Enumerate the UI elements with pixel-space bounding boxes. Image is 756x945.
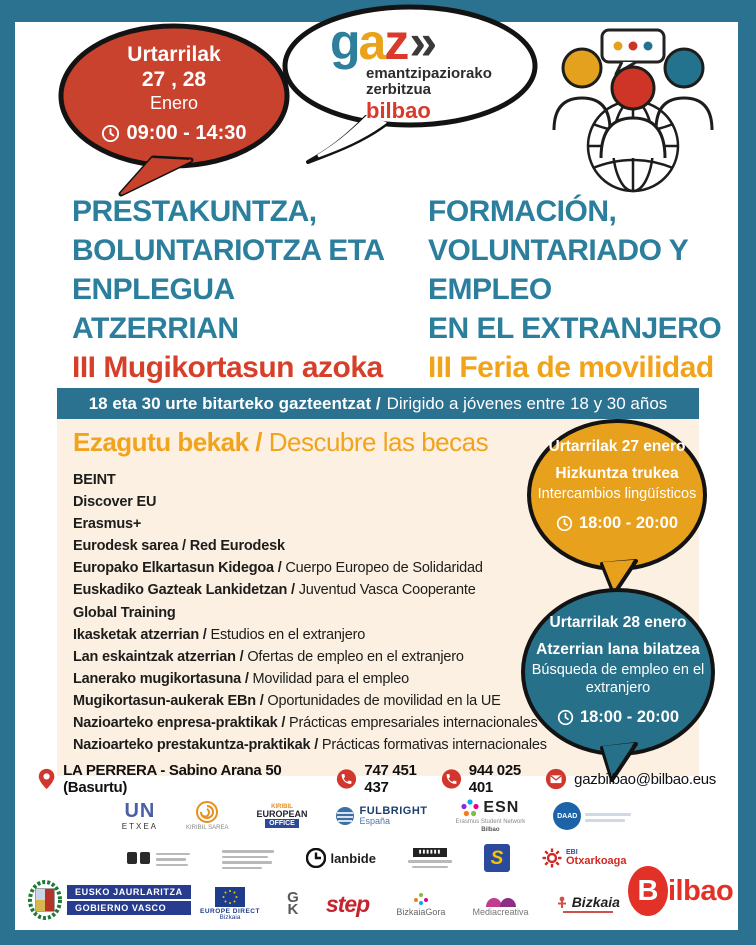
logo-yellow-s: S xyxy=(484,844,510,872)
partner-logos-row1 xyxy=(15,795,738,837)
title-spanish xyxy=(428,192,738,388)
becas-list xyxy=(73,469,547,756)
event-date: Urtarrilak 28 enero xyxy=(549,614,687,631)
eu-flag-icon xyxy=(215,887,245,907)
date-days: 27 , 28 xyxy=(141,68,207,91)
esn-city: Bilbao xyxy=(481,827,500,833)
beca-item: Nazioarteko enpresa-praktikak / Prácticas empresariales internacionales xyxy=(73,715,538,732)
heading-es: Descubre las becas xyxy=(268,427,489,457)
title-eu-line: BOLUNTARIOTZA ETA xyxy=(72,234,385,267)
kiribil-spiral-icon xyxy=(196,801,218,823)
bizkaia-label: Bizkaia xyxy=(571,894,620,910)
logo-stamp: ▮▮▮▮▮▮ xyxy=(408,848,452,868)
beca-item: Europako Elkartasun Kidegoa / Cuerpo Europeo de Solidaridad xyxy=(73,560,483,577)
bizkaiagora-label: BizkaiaGora xyxy=(396,906,446,917)
date-month-eu: Urtarrilak xyxy=(127,43,221,66)
title-es-line: VOLUNTARIADO Y xyxy=(428,234,689,267)
mediacreativa-arcs-icon xyxy=(484,891,518,907)
logo-university-mark xyxy=(126,849,190,867)
contact-phone2-group xyxy=(441,762,545,796)
gaz-wordmark: gaz» xyxy=(330,14,432,70)
phone-icon xyxy=(441,768,462,790)
date-speech-bubble xyxy=(55,20,300,198)
heading-eu: Ezagutu bekak / xyxy=(73,427,262,457)
logo-mediacreativa xyxy=(473,891,529,917)
clock-icon xyxy=(101,124,120,143)
fulbright-globe-icon xyxy=(335,806,355,826)
gaz-service-line1: emantzipaziorako xyxy=(366,65,492,82)
beca-item: Lanerako mugikortasuna / Movilidad para el empleo xyxy=(73,670,409,687)
bizkaia-flower-icon xyxy=(556,895,568,909)
clock-icon xyxy=(556,515,573,532)
bilbao-city-logo xyxy=(628,866,733,916)
mail-icon xyxy=(545,768,567,790)
beca-item: Mugikortasun-aukerak EBn / Oportunidades de movilidad en la UE xyxy=(73,692,501,709)
europe-direct-sub: Bizkaia xyxy=(219,914,241,921)
contact-address-group xyxy=(37,762,336,796)
logo-lanbide xyxy=(306,848,376,868)
beca-item: Euskadiko Gazteak Lankidetzan / Juventud Vasca Cooperante xyxy=(73,582,476,599)
beca-item: Global Training xyxy=(73,604,176,621)
fulbright-sub: España xyxy=(359,816,391,826)
logo-esn xyxy=(456,799,526,833)
contact-email: gazbilbao@bilbao.eus xyxy=(574,770,717,788)
contact-phone2: 944 025 401 xyxy=(468,762,521,796)
beca-item: Discover EU xyxy=(73,494,157,511)
otxarkoaga-label: Otxarkoaga xyxy=(565,855,627,867)
logo-otxarkoaga xyxy=(542,848,627,868)
age-banner xyxy=(57,388,699,419)
european-office-bottom: OFFICE xyxy=(265,819,299,828)
bilbao-b-mark: B xyxy=(628,866,668,916)
clock-icon xyxy=(557,709,574,726)
fulbright-label: FULBRIGHT xyxy=(359,805,428,817)
basque-coat-of-arms-icon xyxy=(28,880,62,920)
date-time: 09:00 - 14:30 xyxy=(126,122,247,144)
title-eu-line: ENPLEGUA xyxy=(72,273,235,306)
contact-bar xyxy=(15,760,738,798)
title-eu-line: ATZERRIAN xyxy=(72,312,239,345)
logo-gk xyxy=(287,889,299,918)
european-office-top: KIRIBIL xyxy=(271,804,293,810)
kiribil-label: KIRIBIL SAREA xyxy=(186,825,229,831)
event-title-eu: Atzerrian lana bilatzea xyxy=(536,641,700,658)
event-date: Urtarrilak 27 enero xyxy=(548,438,686,455)
event-bubble-jan28 xyxy=(518,586,718,782)
logo-bizkaiagora xyxy=(396,892,445,917)
logo-kiribil xyxy=(186,801,228,831)
lanbide-label: lanbide xyxy=(330,850,376,866)
beca-item: Erasmus+ xyxy=(73,516,142,533)
mediacreativa-label: Mediacreativa xyxy=(472,907,529,917)
title-es-line: FORMACIÓN, xyxy=(428,195,617,228)
age-banner-eu: 18 eta 30 urte bitarteko gazteentzat / xyxy=(88,393,381,413)
gk-letter-g: G xyxy=(287,889,299,906)
phone-icon xyxy=(336,768,357,790)
subtitle-eu: III Mugikortasun azoka xyxy=(72,351,383,384)
basque-government-logo xyxy=(28,880,191,920)
logo-bizkaia xyxy=(556,895,620,913)
logo-un-etxea xyxy=(122,801,158,831)
european-office-mid: EUROPEAN xyxy=(256,809,308,819)
beca-item: Lan eskaintzak atzerrian / Ofertas de empleo en el extranjero xyxy=(73,648,464,665)
beca-item: Nazioarteko prestakuntza-praktikak / Prácticas formativas internacionales xyxy=(73,737,547,754)
logo-step: step xyxy=(325,890,370,917)
gear-icon xyxy=(542,848,562,868)
bilbao-wordmark: ilbao xyxy=(668,874,734,907)
title-es-line: EN EL EXTRANJERO xyxy=(428,312,722,345)
gaz-city: bilbao xyxy=(366,98,431,123)
logo-european-office xyxy=(256,804,307,828)
event-title-es: Intercambios lingüísticos xyxy=(537,486,697,502)
daad-mark: DAAD xyxy=(553,802,581,830)
gov-line2: GOBIERNO VASCO xyxy=(67,901,191,915)
title-basque xyxy=(72,192,427,388)
scholarships-heading xyxy=(73,427,488,458)
logo-daad xyxy=(553,802,631,830)
logo-europe-direct xyxy=(200,887,260,922)
people-globe-icon xyxy=(552,26,724,194)
ebi-label: EBI xyxy=(565,849,578,856)
gaz-service-line2: zerbitzua xyxy=(366,81,432,98)
lanbide-clock-icon xyxy=(306,848,326,868)
logo-text-block xyxy=(222,847,274,869)
contact-phone1: 747 451 437 xyxy=(364,762,417,796)
chevrons-icon: » xyxy=(409,14,432,70)
gaz-logo-bubble xyxy=(278,2,546,200)
event-bubble-jan27 xyxy=(524,418,710,596)
esn-sub: Erasmus Student Network xyxy=(455,819,526,825)
event-title-es: Búsqueda de empleo en el extranjero xyxy=(531,662,705,696)
esn-label: ESN xyxy=(483,799,520,816)
logo-fulbright xyxy=(335,806,427,826)
un-etxea-mark: UN xyxy=(124,800,156,822)
event-time: 18:00 - 20:00 xyxy=(578,514,679,532)
contact-phone1-group xyxy=(336,762,440,796)
contact-email-group xyxy=(545,768,716,790)
un-etxea-label: ETXEA xyxy=(121,822,158,831)
title-es-line: EMPLEO xyxy=(428,273,552,306)
event-time: 18:00 - 20:00 xyxy=(579,708,680,726)
event-title-eu: Hizkuntza trukea xyxy=(555,465,679,482)
contact-address: LA PERRERA - Sabino Arana 50 (Basurtu) xyxy=(63,762,282,796)
beca-item: Eurodesk sarea / Red Eurodesk xyxy=(73,538,285,555)
age-banner-es: Dirigido a jóvenes entre 18 y 30 años xyxy=(386,393,668,413)
location-pin-icon xyxy=(37,768,56,790)
gov-line1: EUSKO JAURLARITZA xyxy=(67,885,191,899)
beca-item: BEINT xyxy=(73,472,116,488)
gk-letter-k: K xyxy=(287,901,299,918)
title-eu-line: PRESTAKUNTZA, xyxy=(72,195,317,228)
subtitle-es: III Feria de movilidad xyxy=(428,351,714,384)
esn-star-icon xyxy=(461,799,479,817)
partner-logos-row3 xyxy=(200,878,620,930)
bizkaiagora-dots-icon xyxy=(412,892,430,906)
europe-direct-label: EUROPE DIRECT xyxy=(200,907,260,915)
date-month-es: Enero xyxy=(149,93,199,113)
beca-item: Ikasketak atzerrian / Estudios en el extranjero xyxy=(73,626,366,643)
university-glyphs-icon xyxy=(126,849,152,867)
